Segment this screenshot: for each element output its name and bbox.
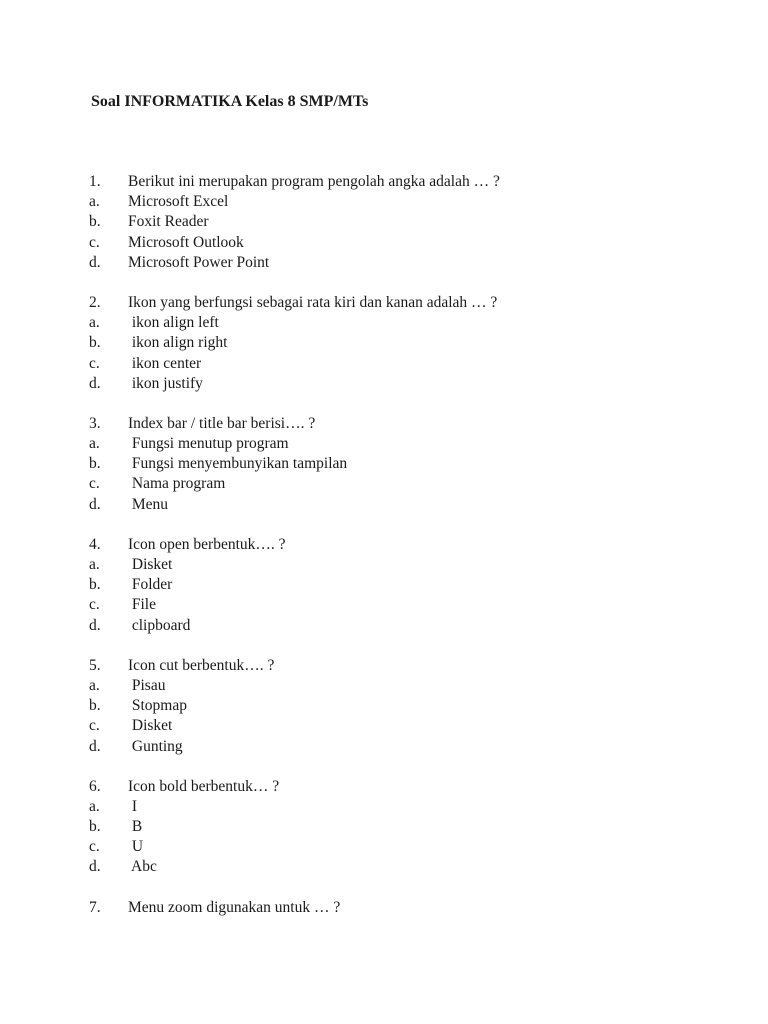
option-letter: a.: [89, 193, 100, 211]
option-text: Foxit Reader: [128, 213, 209, 231]
question-number: 5.: [89, 656, 101, 674]
option-letter: b.: [89, 697, 101, 715]
answer-option: [89, 434, 729, 454]
answer-option: [89, 555, 729, 575]
option-text: I: [128, 797, 138, 815]
option-text: Gunting: [128, 737, 183, 755]
question-block: [89, 535, 729, 636]
option-letter: c.: [89, 233, 100, 251]
question-line: [89, 777, 729, 797]
question-number: 6.: [89, 777, 101, 795]
answer-option: [89, 817, 729, 837]
option-text: Disket: [128, 556, 173, 573]
answer-option: [89, 696, 729, 716]
question-number: 4.: [89, 535, 101, 553]
question-block: [89, 777, 729, 878]
option-letter: a.: [89, 676, 100, 694]
answer-option: [89, 192, 729, 212]
question-line: [89, 656, 729, 676]
question-number: 2.: [89, 293, 101, 311]
option-letter: b.: [89, 334, 101, 352]
option-letter: a.: [89, 314, 100, 332]
option-text: clipboard: [128, 616, 191, 634]
option-text: Folder: [128, 576, 173, 594]
answer-option: [89, 575, 729, 595]
question-number: 1.: [89, 173, 101, 190]
question-text: Menu zoom digunakan untuk … ?: [128, 898, 341, 916]
question-block: [89, 414, 729, 515]
answer-option: [89, 857, 729, 877]
question-block: [89, 172, 729, 273]
option-text: Microsoft Outlook: [128, 233, 244, 251]
question-text: Index bar / title bar berisi…. ?: [128, 414, 316, 432]
option-letter: b.: [89, 576, 101, 594]
answer-option: [89, 797, 729, 817]
option-letter: d.: [89, 495, 101, 513]
question-number: 3.: [89, 414, 101, 432]
answer-option: [89, 313, 729, 333]
answer-option: [89, 474, 729, 494]
option-letter: d.: [89, 374, 101, 392]
question-line: [89, 898, 729, 918]
question-text: Icon bold berbentuk… ?: [128, 777, 280, 795]
option-letter: b.: [89, 818, 101, 836]
answer-option: [89, 212, 729, 232]
question-text: Ikon yang berfungsi sebagai rata kiri dan kanan adalah … ?: [128, 293, 498, 311]
question-line: [89, 172, 729, 192]
option-letter: b.: [89, 213, 101, 231]
option-letter: d.: [89, 737, 101, 755]
option-text: ikon center: [128, 354, 202, 372]
answer-option: [89, 374, 729, 394]
option-text: Abc: [128, 858, 157, 876]
question-text: Icon cut berbentuk…. ?: [128, 656, 275, 674]
document-title: Soal INFORMATIKA Kelas 8 SMP/MTs: [91, 93, 369, 110]
answer-option: [89, 676, 729, 696]
answer-option: [89, 595, 729, 615]
option-text: ikon align right: [128, 334, 228, 352]
option-letter: c.: [89, 596, 100, 614]
answer-option: [89, 737, 729, 757]
answer-option: [89, 233, 729, 253]
answer-option: [89, 616, 729, 636]
option-letter: c.: [89, 717, 100, 735]
answer-option: [89, 495, 729, 515]
option-letter: d.: [89, 253, 101, 271]
option-letter: a.: [89, 797, 100, 815]
option-text: Pisau: [128, 676, 166, 694]
option-letter: c.: [89, 354, 100, 372]
option-text: Menu: [128, 495, 169, 513]
option-text: Fungsi menutup program: [128, 435, 289, 453]
answer-option: [89, 837, 729, 857]
question-block: [89, 656, 729, 757]
option-text: B: [128, 818, 143, 836]
option-text: File: [128, 596, 156, 614]
answer-option: [89, 716, 729, 736]
answer-option: [89, 333, 729, 353]
question-block: [89, 898, 729, 918]
option-letter: c.: [89, 838, 100, 856]
option-letter: d.: [89, 616, 101, 634]
option-text: Fungsi menyembunyikan tampilan: [128, 455, 348, 473]
answer-option: [89, 454, 729, 474]
question-line: [89, 535, 729, 555]
option-letter: b.: [89, 455, 101, 473]
question-text: Icon open berbentuk…. ?: [128, 535, 286, 553]
option-letter: a.: [89, 556, 100, 573]
option-text: U: [128, 838, 144, 856]
option-text: Microsoft Excel: [128, 193, 229, 211]
question-text: Berikut ini merupakan program pengolah angka adalah … ?: [128, 173, 500, 190]
question-line: [89, 293, 729, 313]
option-text: Nama program: [128, 475, 226, 493]
question-block: [89, 293, 729, 394]
question-list: [89, 172, 729, 938]
option-text: ikon align left: [128, 314, 219, 332]
option-text: ikon justify: [128, 374, 203, 392]
answer-option: [89, 354, 729, 374]
answer-option: [89, 253, 729, 273]
question-number: 7.: [89, 898, 101, 916]
option-letter: d.: [89, 858, 101, 876]
option-text: Microsoft Power Point: [128, 253, 270, 271]
option-text: Disket: [128, 717, 173, 735]
option-text: Stopmap: [128, 697, 187, 715]
option-letter: c.: [89, 475, 100, 493]
option-letter: a.: [89, 435, 100, 453]
question-line: [89, 414, 729, 434]
